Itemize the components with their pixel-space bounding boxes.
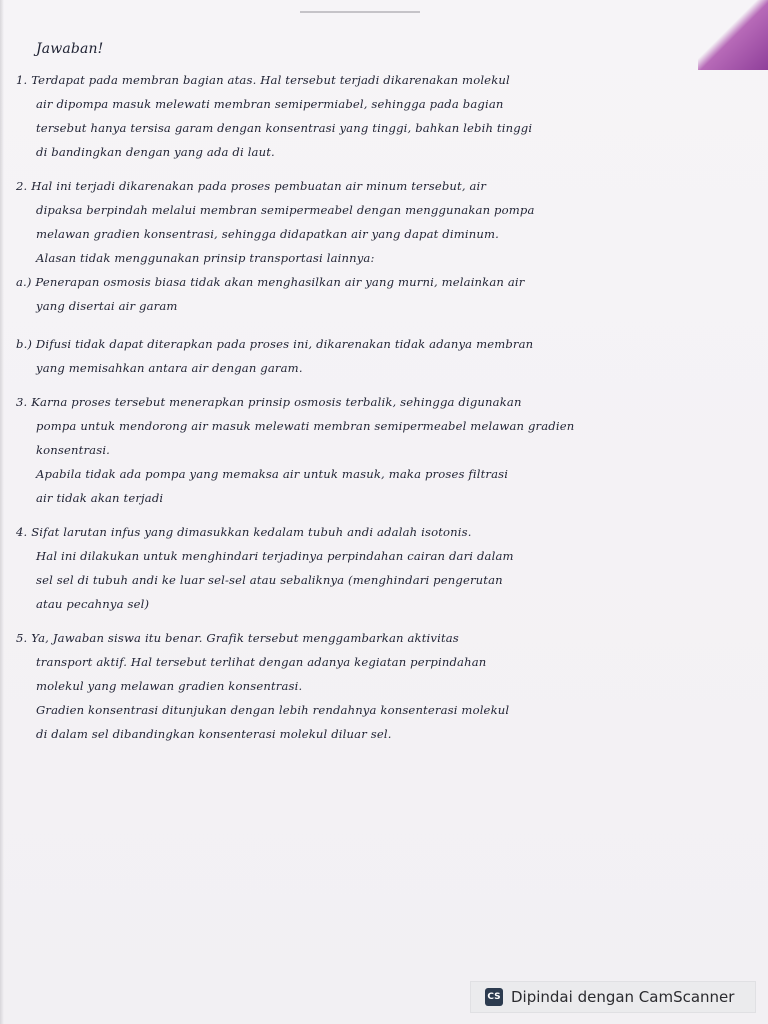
answer-2-line-2: dipaksa berpindah melalui membran semipermeabel dengan menggunakan pompa <box>36 203 535 217</box>
answer-5-line-3: molekul yang melawan gradien konsentrasi. <box>36 679 303 693</box>
answer-5 <box>16 626 754 746</box>
answer-4-line-2: Hal ini dilakukan untuk menghindari terjadinya perpindahan cairan dari dalam <box>36 549 514 563</box>
answer-2-line-1: 2. Hal ini terjadi dikarenakan pada proses pembuatan air minum tersebut, air <box>16 179 487 193</box>
answer-4-line-4: atau pecahnya sel) <box>36 597 150 611</box>
handwritten-answers <box>16 38 754 746</box>
answer-1-line-3: tersebut hanya tersisa garam dengan konsentrasi yang tinggi, bahkan lebih tinggi <box>36 121 533 135</box>
answer-1-line-1: 1. Terdapat pada membran bagian atas. Hal tersebut terjadi dikarenakan molekul <box>16 73 510 87</box>
camscanner-text: Dipindai dengan CamScanner <box>511 988 735 1006</box>
answer-1-line-2: air dipompa masuk melewati membran semipermiabel, sehingga pada bagian <box>36 97 504 111</box>
answer-4-line-3: sel sel di tubuh andi ke luar sel-sel atau sebaliknya (menghindari pengerutan <box>36 573 503 587</box>
answer-3 <box>16 390 754 510</box>
answer-2-line-8: yang memisahkan antara air dengan garam. <box>36 361 303 375</box>
answer-2-line-6: yang disertai air garam <box>36 299 178 313</box>
answer-5-line-1: 5. Ya, Jawaban siswa itu benar. Grafik tersebut menggambarkan aktivitas <box>16 631 459 645</box>
answer-2-line-3: melawan gradien konsentrasi, sehingga didapatkan air yang dapat diminum. <box>36 227 499 241</box>
answer-title: Jawaban! <box>36 41 104 57</box>
answer-2 <box>16 174 754 380</box>
answer-3-line-1: 3. Karna proses tersebut menerapkan prinsip osmosis terbalik, sehingga digunakan <box>16 395 522 409</box>
camscanner-icon: CS <box>485 988 503 1006</box>
camscanner-watermark <box>470 981 756 1013</box>
answer-4 <box>16 520 754 616</box>
answer-2-line-5: a.) Penerapan osmosis biasa tidak akan menghasilkan air yang murni, melainkan air <box>16 275 525 289</box>
answer-3-line-2: pompa untuk mendorong air masuk melewati membran semipermeabel melawan gradien <box>36 419 575 433</box>
answer-4-line-1: 4. Sifat larutan infus yang dimasukkan kedalam tubuh andi adalah isotonis. <box>16 525 472 539</box>
answer-5-line-4: Gradien konsentrasi ditunjukan dengan lebih rendahnya konsenterasi molekul <box>36 703 510 717</box>
answer-3-line-4: Apabila tidak ada pompa yang memaksa air untuk masuk, maka proses filtrasi <box>36 467 509 481</box>
answer-3-line-3: konsentrasi. <box>36 443 111 457</box>
answer-5-line-5: di dalam sel dibandingkan konsenterasi molekul diluar sel. <box>36 727 392 741</box>
scan-artifact-line <box>300 11 420 13</box>
answer-1 <box>16 68 754 164</box>
paper-left-edge <box>0 0 4 1024</box>
answer-2-line-7: b.) Difusi tidak dapat diterapkan pada proses ini, dikarenakan tidak adanya membran <box>16 337 534 351</box>
answer-3-line-5: air tidak akan terjadi <box>36 491 164 505</box>
answer-1-line-4: di bandingkan dengan yang ada di laut. <box>36 145 275 159</box>
answer-5-line-2: transport aktif. Hal tersebut terlihat dengan adanya kegiatan perpindahan <box>36 655 487 669</box>
answer-2-line-4: Alasan tidak menggunakan prinsip transportasi lainnya: <box>36 251 375 265</box>
